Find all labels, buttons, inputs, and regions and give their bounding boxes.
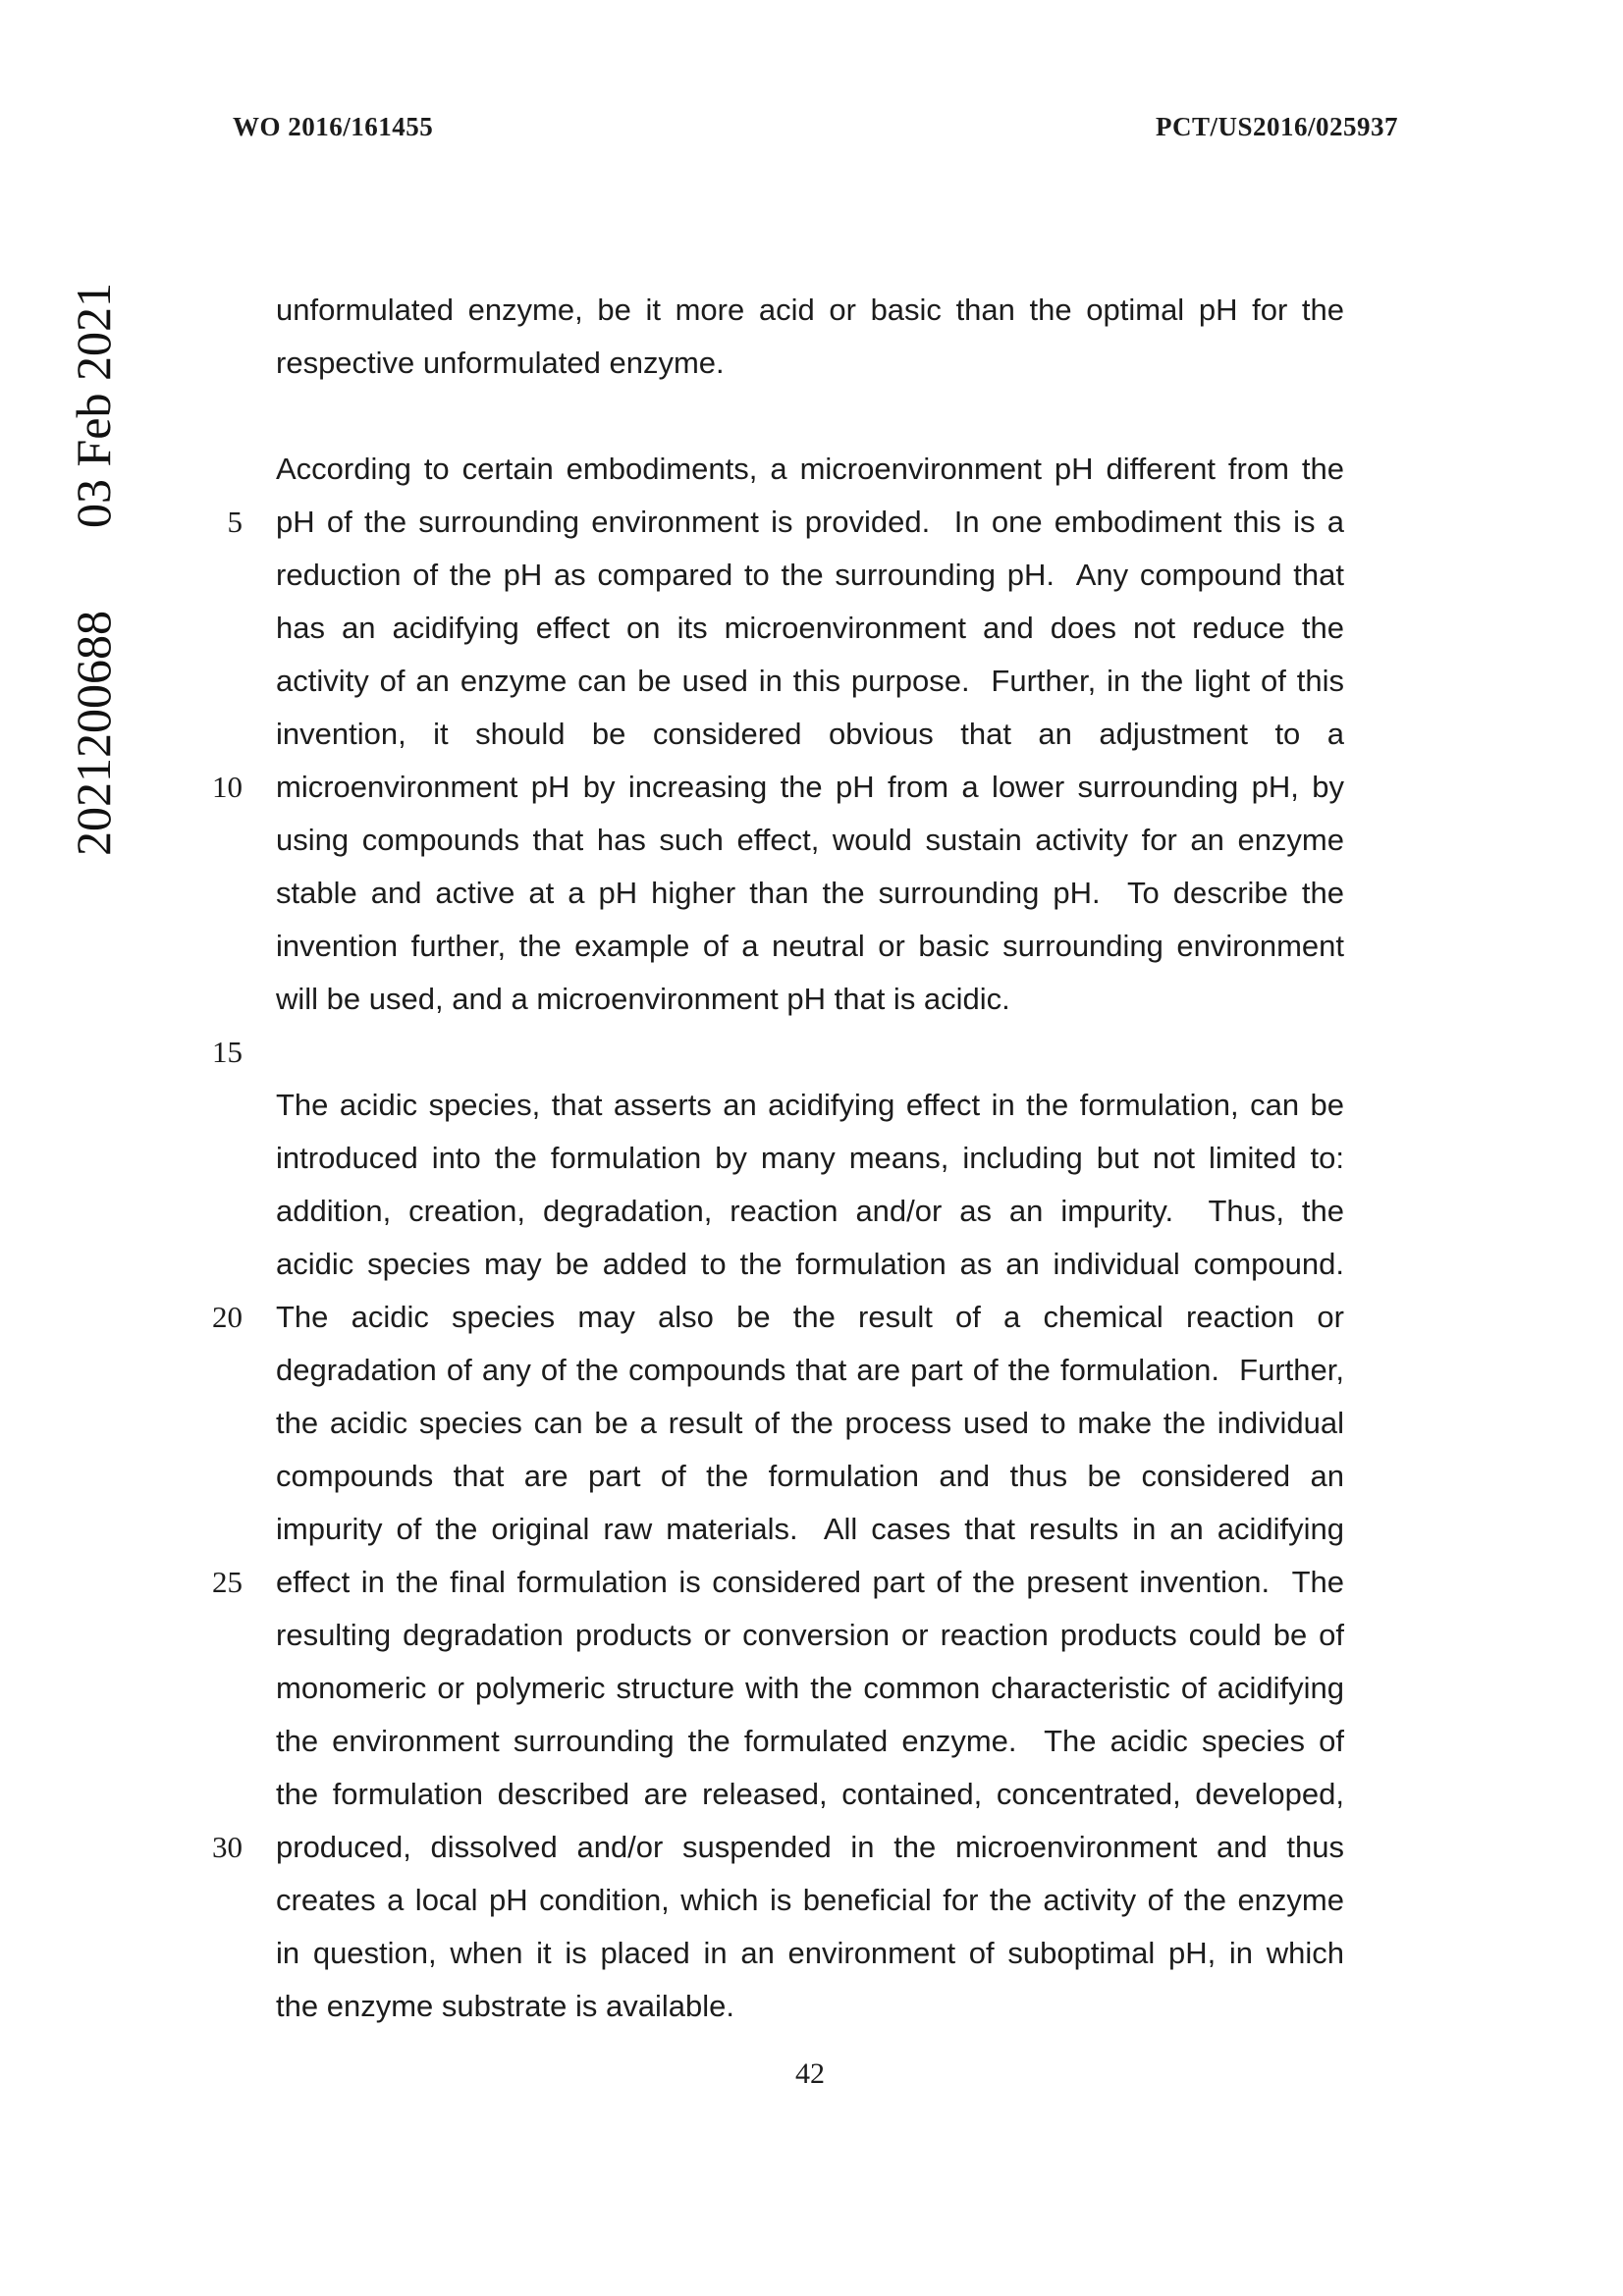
text-line: introduced into the formulation by many means, including but not limited to:: [276, 1141, 1344, 1175]
text-line: will be used, and a microenvironment pH that is acidic.: [276, 982, 1010, 1016]
text-line: According to certain embodiments, a microenvironment pH different from the: [276, 452, 1344, 486]
line-number: 10: [212, 770, 243, 804]
text-line: resulting degradation products or conversion or reaction products could be of: [276, 1618, 1344, 1652]
text-line: the formulation described are released, contained, concentrated, developed,: [276, 1777, 1344, 1811]
text-line: invention further, the example of a neutral or basic surrounding environment: [276, 929, 1344, 963]
text-line: monomeric or polymeric structure with the common characteristic of acidifying: [276, 1671, 1344, 1705]
text-line: The acidic species may also be the result of a chemical reaction or: [276, 1300, 1344, 1334]
line-number: 20: [212, 1300, 243, 1334]
stamp-date: 03 Feb 2021: [66, 283, 121, 528]
blank-line: [276, 1026, 1344, 1079]
text-line: impurity of the original raw materials. All cases that results in an acidifying: [276, 1512, 1344, 1546]
text-line: unformulated enzyme, be it more acid or basic than the optimal pH for the: [276, 293, 1344, 327]
text-line: microenvironment pH by increasing the pH from a lower surrounding pH, by: [276, 770, 1344, 804]
text-line: effect in the final formulation is considered part of the present invention. The: [276, 1565, 1344, 1599]
line-number: 25: [212, 1565, 243, 1599]
application-reference: PCT/US2016/025937: [1155, 112, 1398, 141]
text-line: pH of the surrounding environment is provided. In one embodiment this is a: [276, 505, 1344, 539]
text-line: compounds that are part of the formulation and thus be considered an: [276, 1459, 1344, 1493]
text-line: degradation of any of the compounds that are part of the formulation. Further,: [276, 1353, 1344, 1387]
text-line: the enzyme substrate is available.: [276, 1989, 734, 2023]
blank-line: [276, 390, 1344, 443]
text-line: has an acidifying effect on its microenvironment and does not reduce the: [276, 611, 1344, 645]
text-line: the environment surrounding the formulated enzyme. The acidic species of: [276, 1724, 1344, 1758]
page-header: [0, 112, 1623, 151]
text-line: acidic species may be added to the formulation as an individual compound.: [276, 1247, 1344, 1281]
text-line: The acidic species, that asserts an acidifying effect in the formulation, can be: [276, 1088, 1344, 1122]
publication-number: WO 2016/161455: [233, 112, 434, 141]
stamp-application-number: 2021200688: [66, 611, 121, 856]
filing-stamp-rotated: [54, 179, 133, 856]
page-number: 42: [795, 2057, 825, 2090]
text-line: invention, it should be considered obvious that an adjustment to a: [276, 717, 1344, 751]
text-line: in question, when it is placed in an environment of suboptimal pH, in which: [276, 1936, 1344, 1970]
line-number: 15: [212, 1035, 243, 1069]
text-line: respective unformulated enzyme.: [276, 346, 725, 380]
line-number: 5: [227, 505, 243, 539]
text-line: the acidic species can be a result of the process used to make the individual: [276, 1406, 1344, 1440]
line-number: 30: [212, 1830, 243, 1864]
text-line: creates a local pH condition, which is beneficial for the activity of the enzyme: [276, 1883, 1344, 1917]
text-line: activity of an enzyme can be used in this purpose. Further, in the light of this: [276, 664, 1344, 698]
text-line: using compounds that has such effect, would sustain activity for an enzyme: [276, 823, 1344, 857]
text-line: reduction of the pH as compared to the surrounding pH. Any compound that: [276, 558, 1344, 592]
body-lines: [276, 284, 1344, 2033]
text-line: addition, creation, degradation, reaction and/or as an impurity. Thus, the: [276, 1194, 1344, 1228]
line-number-gutter: [182, 284, 243, 2051]
text-line: stable and active at a pH higher than the surrounding pH. To describe the: [276, 876, 1344, 910]
text-line: produced, dissolved and/or suspended in the microenvironment and thus: [276, 1830, 1344, 1864]
